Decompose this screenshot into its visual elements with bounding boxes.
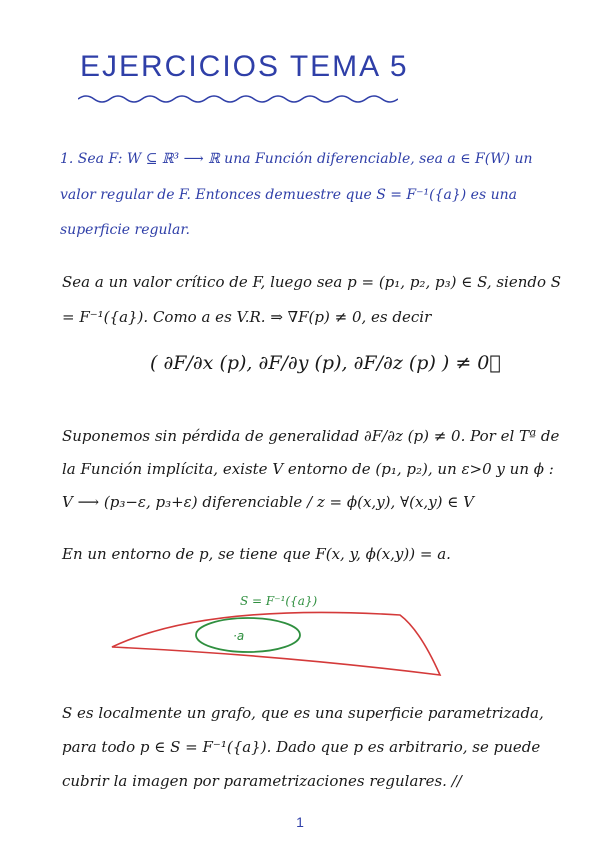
proof-paragraph-1: Sea a un valor crítico de F, luego sea p = (p₁, p₂, p₃) ∈ S, siendo S = F⁻¹({a}). Como a es V.R. ⇒ ∇F(p) ≠ 0, es decir: [62, 273, 562, 326]
page-number: 1: [296, 814, 304, 830]
neighborhood-ellipse: [196, 618, 300, 652]
surface-label: S = F⁻¹({a}): [240, 594, 318, 608]
point-label: ·a: [233, 629, 245, 643]
surface-figure: [100, 585, 500, 695]
exercise-statement: 1. Sea F: W ⊆ ℝ³ ⟶ ℝ una Función diferenciable, sea a ∈ F(W) un valor regular de F. Entonces demuestre que S = F⁻¹({a}) es una superficie regular.: [60, 151, 533, 239]
title-underline: [78, 92, 398, 106]
proof-paragraph-2: Suponemos sin pérdida de generalidad ∂F/∂z (p) ≠ 0. Por el Tª de la Función implícita, existe V entorno de (p₁, p₂), un ε>0 y un ϕ : V ⟶ (p₃−ε, p₃+ε) diferenciable / z = ϕ(x,y), ∀(x,y) ∈ V: [62, 427, 560, 511]
gradient-formula: ( ∂F/∂x (p), ∂F/∂y (p), ∂F/∂z (p) ) ≠ 0⃗: [150, 352, 501, 374]
proof-paragraph-3: En un entorno de p, se tiene que F(x, y, ϕ(x,y)) = a.: [62, 545, 451, 563]
proof-paragraph-4: S es localmente un grafo, que es una superficie parametrizada, para todo p ∈ S = F⁻¹({a}). Dado que p es arbitrario, se puede cubrir la imagen por parametrizaciones regulares. //: [62, 704, 544, 790]
page-title: EJERCICIOS TEMA 5: [80, 50, 409, 83]
surface-outline: [112, 612, 440, 675]
